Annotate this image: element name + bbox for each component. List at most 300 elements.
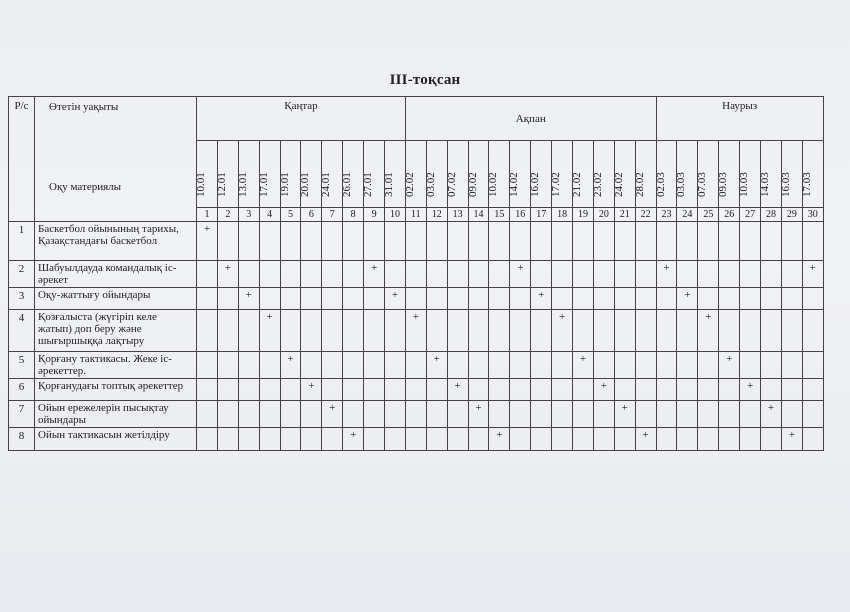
topic-cell: Қозғалыста (жүгіріп келе жатып) доп беру және шығыршыққа лақтыру bbox=[35, 310, 197, 352]
date-cell bbox=[301, 141, 322, 208]
empty-cell bbox=[510, 310, 531, 352]
empty-cell bbox=[698, 401, 719, 428]
date-label: 10.01 bbox=[194, 172, 207, 197]
empty-cell bbox=[301, 288, 322, 310]
empty-cell bbox=[447, 288, 468, 310]
page-title: III-тоқсан bbox=[389, 72, 461, 88]
topic-cell: Ойын тактикасын жетілдіру bbox=[35, 428, 197, 451]
date-cell bbox=[238, 141, 259, 208]
empty-cell bbox=[489, 401, 510, 428]
empty-cell bbox=[656, 288, 677, 310]
empty-cell bbox=[552, 261, 573, 288]
date-cell bbox=[194, 141, 218, 208]
empty-cell bbox=[217, 222, 238, 261]
empty-cell bbox=[802, 310, 823, 352]
plan-mark: + bbox=[259, 310, 280, 352]
empty-cell bbox=[280, 222, 301, 261]
date-cell bbox=[758, 141, 782, 208]
empty-cell bbox=[740, 310, 761, 352]
empty-cell bbox=[322, 379, 343, 401]
date-label: 19.01 bbox=[278, 172, 291, 197]
empty-cell bbox=[322, 428, 343, 451]
empty-cell bbox=[656, 352, 677, 379]
empty-cell bbox=[489, 288, 510, 310]
empty-cell bbox=[468, 222, 489, 261]
empty-cell bbox=[197, 261, 218, 288]
lesson-index: 24 bbox=[677, 208, 698, 222]
header-time: Өтетін уақыты bbox=[49, 101, 119, 113]
empty-cell bbox=[197, 401, 218, 428]
empty-cell bbox=[259, 288, 280, 310]
date-cell bbox=[698, 141, 719, 208]
date-label: 10.03 bbox=[738, 172, 751, 197]
empty-cell bbox=[426, 261, 447, 288]
empty-cell bbox=[405, 379, 426, 401]
plan-mark: + bbox=[740, 379, 761, 401]
date-cell bbox=[719, 141, 740, 208]
schedule-table bbox=[8, 96, 824, 451]
date-cell bbox=[405, 141, 426, 208]
empty-cell bbox=[426, 428, 447, 451]
topic-cell: Ойын ережелерін пысықтау ойындары bbox=[35, 401, 197, 428]
plan-mark: + bbox=[761, 401, 782, 428]
empty-cell bbox=[698, 428, 719, 451]
empty-cell bbox=[573, 310, 594, 352]
empty-cell bbox=[656, 379, 677, 401]
empty-cell bbox=[301, 310, 322, 352]
empty-cell bbox=[217, 379, 238, 401]
empty-cell bbox=[405, 352, 426, 379]
empty-cell bbox=[781, 379, 802, 401]
date-cell bbox=[217, 141, 238, 208]
empty-cell bbox=[238, 352, 259, 379]
empty-cell bbox=[740, 288, 761, 310]
row-number: 2 bbox=[9, 261, 35, 288]
empty-cell bbox=[385, 222, 406, 261]
header-num: Р/с bbox=[9, 97, 35, 222]
empty-cell bbox=[593, 222, 614, 261]
date-label: 26.01 bbox=[341, 172, 354, 197]
lesson-index: 25 bbox=[698, 208, 719, 222]
empty-cell bbox=[238, 222, 259, 261]
lesson-index: 10 bbox=[385, 208, 406, 222]
empty-cell bbox=[761, 379, 782, 401]
empty-cell bbox=[385, 310, 406, 352]
date-cell bbox=[322, 141, 343, 208]
empty-cell bbox=[468, 310, 489, 352]
empty-cell bbox=[552, 401, 573, 428]
row-number: 8 bbox=[9, 428, 35, 451]
empty-cell bbox=[740, 261, 761, 288]
empty-cell bbox=[802, 222, 823, 261]
plan-mark: + bbox=[238, 288, 259, 310]
empty-cell bbox=[364, 352, 385, 379]
empty-cell bbox=[280, 310, 301, 352]
empty-cell bbox=[489, 352, 510, 379]
date-label: 14.02 bbox=[508, 172, 521, 197]
topic-cell: Қорғану тактикасы. Жеке іс-әрекеттер. bbox=[35, 352, 197, 379]
empty-cell bbox=[677, 261, 698, 288]
empty-cell bbox=[301, 222, 322, 261]
lesson-index: 23 bbox=[656, 208, 677, 222]
empty-cell bbox=[531, 310, 552, 352]
plan-mark: + bbox=[552, 310, 573, 352]
empty-cell bbox=[468, 352, 489, 379]
date-label: 02.03 bbox=[654, 172, 667, 197]
date-label: 28.02 bbox=[633, 172, 646, 197]
date-cell bbox=[447, 141, 468, 208]
date-cell bbox=[364, 141, 385, 208]
date-label: 17.01 bbox=[257, 172, 270, 197]
empty-cell bbox=[510, 222, 531, 261]
date-label: 10.02 bbox=[487, 172, 500, 197]
empty-cell bbox=[468, 379, 489, 401]
empty-cell bbox=[656, 310, 677, 352]
date-cell bbox=[280, 141, 301, 208]
empty-cell bbox=[197, 288, 218, 310]
plan-mark: + bbox=[614, 401, 635, 428]
plan-mark: + bbox=[510, 261, 531, 288]
empty-cell bbox=[426, 310, 447, 352]
month-header: Наурыз bbox=[656, 97, 823, 141]
lesson-index: 12 bbox=[426, 208, 447, 222]
empty-cell bbox=[573, 428, 594, 451]
empty-cell bbox=[635, 379, 656, 401]
empty-cell bbox=[405, 288, 426, 310]
lesson-index: 6 bbox=[301, 208, 322, 222]
lesson-index: 1 bbox=[197, 208, 218, 222]
empty-cell bbox=[656, 401, 677, 428]
row-number: 7 bbox=[9, 401, 35, 428]
empty-cell bbox=[238, 428, 259, 451]
date-cell bbox=[656, 141, 677, 208]
empty-cell bbox=[426, 222, 447, 261]
lesson-index: 26 bbox=[719, 208, 740, 222]
date-cell bbox=[570, 141, 594, 208]
empty-cell bbox=[238, 379, 259, 401]
empty-cell bbox=[489, 379, 510, 401]
date-cell bbox=[635, 141, 656, 208]
date-label: 16.02 bbox=[529, 172, 542, 197]
empty-cell bbox=[322, 288, 343, 310]
empty-cell bbox=[259, 428, 280, 451]
empty-cell bbox=[217, 288, 238, 310]
empty-cell bbox=[510, 288, 531, 310]
date-label: 31.01 bbox=[382, 172, 395, 197]
empty-cell bbox=[614, 352, 635, 379]
date-cell bbox=[259, 141, 280, 208]
lesson-index: 4 bbox=[259, 208, 280, 222]
empty-cell bbox=[197, 352, 218, 379]
lesson-index: 21 bbox=[614, 208, 635, 222]
empty-cell bbox=[635, 261, 656, 288]
date-cell bbox=[531, 141, 552, 208]
plan-mark: + bbox=[301, 379, 322, 401]
empty-cell bbox=[531, 222, 552, 261]
plan-mark: + bbox=[719, 352, 740, 379]
plan-mark: + bbox=[531, 288, 552, 310]
empty-cell bbox=[781, 401, 802, 428]
empty-cell bbox=[698, 379, 719, 401]
empty-cell bbox=[510, 401, 531, 428]
empty-cell bbox=[656, 428, 677, 451]
lesson-index: 8 bbox=[343, 208, 364, 222]
empty-cell bbox=[531, 352, 552, 379]
header-material: Оқу материялы bbox=[49, 181, 122, 193]
lesson-index: 30 bbox=[802, 208, 823, 222]
empty-cell bbox=[698, 222, 719, 261]
empty-cell bbox=[614, 288, 635, 310]
empty-cell bbox=[447, 310, 468, 352]
empty-cell bbox=[614, 310, 635, 352]
table-row bbox=[9, 261, 824, 288]
empty-cell bbox=[405, 222, 426, 261]
date-label: 09.02 bbox=[466, 172, 479, 197]
empty-cell bbox=[677, 428, 698, 451]
lesson-index: 14 bbox=[468, 208, 489, 222]
lesson-index: 22 bbox=[635, 208, 656, 222]
empty-cell bbox=[802, 379, 823, 401]
date-cell bbox=[510, 141, 531, 208]
empty-cell bbox=[197, 428, 218, 451]
topic-cell: Шабуылдауда командалық іс-әрекет bbox=[35, 261, 197, 288]
table-row bbox=[9, 310, 824, 352]
date-cell bbox=[802, 141, 823, 208]
empty-cell bbox=[385, 261, 406, 288]
empty-cell bbox=[719, 222, 740, 261]
empty-cell bbox=[280, 379, 301, 401]
empty-cell bbox=[593, 261, 614, 288]
empty-cell bbox=[259, 222, 280, 261]
date-label: 23.02 bbox=[591, 172, 604, 197]
empty-cell bbox=[217, 428, 238, 451]
empty-cell bbox=[259, 379, 280, 401]
lesson-index: 9 bbox=[364, 208, 385, 222]
empty-cell bbox=[447, 222, 468, 261]
empty-cell bbox=[364, 401, 385, 428]
plan-mark: + bbox=[802, 261, 823, 288]
empty-cell bbox=[322, 222, 343, 261]
empty-cell bbox=[426, 288, 447, 310]
empty-cell bbox=[698, 261, 719, 288]
empty-cell bbox=[552, 379, 573, 401]
empty-cell bbox=[552, 352, 573, 379]
empty-cell bbox=[531, 261, 552, 288]
date-cell bbox=[343, 141, 364, 208]
lesson-index: 29 bbox=[781, 208, 802, 222]
date-cell bbox=[426, 141, 447, 208]
lesson-index: 13 bbox=[447, 208, 468, 222]
empty-cell bbox=[573, 222, 594, 261]
empty-cell bbox=[343, 401, 364, 428]
lesson-index: 11 bbox=[405, 208, 426, 222]
month-header: Қаңтар bbox=[197, 97, 406, 141]
empty-cell bbox=[301, 352, 322, 379]
plan-mark: + bbox=[698, 310, 719, 352]
date-label: 24.01 bbox=[320, 172, 333, 197]
empty-cell bbox=[677, 352, 698, 379]
table-row bbox=[9, 288, 824, 310]
empty-cell bbox=[677, 401, 698, 428]
header-time-material bbox=[35, 97, 197, 222]
plan-mark: + bbox=[593, 379, 614, 401]
date-label: 02.02 bbox=[403, 172, 416, 197]
lesson-index: 18 bbox=[552, 208, 573, 222]
empty-cell bbox=[552, 222, 573, 261]
empty-cell bbox=[280, 401, 301, 428]
empty-cell bbox=[510, 352, 531, 379]
empty-cell bbox=[343, 261, 364, 288]
plan-mark: + bbox=[217, 261, 238, 288]
empty-cell bbox=[573, 261, 594, 288]
plan-mark: + bbox=[280, 352, 301, 379]
plan-mark: + bbox=[781, 428, 802, 451]
date-label: 16.03 bbox=[779, 172, 792, 197]
row-number: 6 bbox=[9, 379, 35, 401]
empty-cell bbox=[468, 288, 489, 310]
empty-cell bbox=[364, 288, 385, 310]
empty-cell bbox=[614, 428, 635, 451]
plan-mark: + bbox=[489, 428, 510, 451]
plan-mark: + bbox=[656, 261, 677, 288]
empty-cell bbox=[802, 352, 823, 379]
empty-cell bbox=[740, 352, 761, 379]
row-number: 5 bbox=[9, 352, 35, 379]
empty-cell bbox=[385, 352, 406, 379]
empty-cell bbox=[343, 310, 364, 352]
topic-cell: Оқу-жаттығу ойындары bbox=[35, 288, 197, 310]
empty-cell bbox=[698, 352, 719, 379]
empty-cell bbox=[447, 261, 468, 288]
plan-mark: + bbox=[322, 401, 343, 428]
date-cell bbox=[593, 141, 614, 208]
header-row-months bbox=[9, 97, 824, 141]
empty-cell bbox=[573, 401, 594, 428]
empty-cell bbox=[531, 428, 552, 451]
empty-cell bbox=[280, 428, 301, 451]
empty-cell bbox=[426, 401, 447, 428]
empty-cell bbox=[573, 379, 594, 401]
empty-cell bbox=[197, 310, 218, 352]
empty-cell bbox=[677, 379, 698, 401]
plan-mark: + bbox=[573, 352, 594, 379]
date-label: 24.02 bbox=[612, 172, 625, 197]
plan-mark: + bbox=[468, 401, 489, 428]
empty-cell bbox=[531, 379, 552, 401]
empty-cell bbox=[719, 310, 740, 352]
date-label: 03.02 bbox=[424, 172, 437, 197]
plan-mark: + bbox=[405, 310, 426, 352]
lesson-index: 15 bbox=[489, 208, 510, 222]
empty-cell bbox=[761, 222, 782, 261]
empty-cell bbox=[635, 288, 656, 310]
empty-cell bbox=[802, 428, 823, 451]
empty-cell bbox=[364, 428, 385, 451]
row-number: 4 bbox=[9, 310, 35, 352]
lesson-index: 19 bbox=[573, 208, 594, 222]
lesson-index: 28 bbox=[761, 208, 782, 222]
date-label: 17.03 bbox=[800, 172, 813, 197]
empty-cell bbox=[238, 310, 259, 352]
empty-cell bbox=[761, 428, 782, 451]
empty-cell bbox=[593, 352, 614, 379]
empty-cell bbox=[280, 261, 301, 288]
plan-mark: + bbox=[364, 261, 385, 288]
topic-cell: Баскетбол ойынының тарихы, Қазақстандағы баскетбол bbox=[35, 222, 197, 261]
empty-cell bbox=[698, 288, 719, 310]
empty-cell bbox=[343, 352, 364, 379]
date-label: 09.03 bbox=[717, 172, 730, 197]
lesson-index: 20 bbox=[593, 208, 614, 222]
date-cell bbox=[677, 141, 698, 208]
empty-cell bbox=[781, 222, 802, 261]
empty-cell bbox=[259, 401, 280, 428]
empty-cell bbox=[781, 310, 802, 352]
lesson-index: 7 bbox=[322, 208, 343, 222]
empty-cell bbox=[510, 428, 531, 451]
date-label: 17.02 bbox=[550, 172, 563, 197]
table-row bbox=[9, 222, 824, 261]
topic-cell: Қорғанудағы топтық әрекеттер bbox=[35, 379, 197, 401]
lesson-index: 5 bbox=[280, 208, 301, 222]
empty-cell bbox=[802, 401, 823, 428]
empty-cell bbox=[322, 352, 343, 379]
date-label: 14.03 bbox=[758, 172, 771, 197]
empty-cell bbox=[677, 310, 698, 352]
empty-cell bbox=[761, 261, 782, 288]
plan-mark: + bbox=[677, 288, 698, 310]
empty-cell bbox=[343, 222, 364, 261]
empty-cell bbox=[761, 288, 782, 310]
empty-cell bbox=[468, 428, 489, 451]
date-cell bbox=[468, 141, 489, 208]
empty-cell bbox=[593, 288, 614, 310]
empty-cell bbox=[656, 222, 677, 261]
empty-cell bbox=[781, 288, 802, 310]
empty-cell bbox=[740, 401, 761, 428]
empty-cell bbox=[217, 310, 238, 352]
empty-cell bbox=[238, 261, 259, 288]
empty-cell bbox=[740, 222, 761, 261]
empty-cell bbox=[426, 379, 447, 401]
empty-cell bbox=[280, 288, 301, 310]
date-cell bbox=[614, 141, 635, 208]
date-label: 20.01 bbox=[299, 172, 312, 197]
table-row bbox=[9, 428, 824, 451]
empty-cell bbox=[405, 428, 426, 451]
empty-cell bbox=[301, 401, 322, 428]
empty-cell bbox=[259, 261, 280, 288]
empty-cell bbox=[489, 222, 510, 261]
empty-cell bbox=[614, 261, 635, 288]
empty-cell bbox=[719, 261, 740, 288]
empty-cell bbox=[635, 310, 656, 352]
empty-cell bbox=[447, 352, 468, 379]
empty-cell bbox=[217, 401, 238, 428]
date-label: 21.02 bbox=[570, 172, 583, 197]
empty-cell bbox=[447, 428, 468, 451]
date-label: 03.03 bbox=[675, 172, 688, 197]
table-row bbox=[9, 352, 824, 379]
empty-cell bbox=[552, 288, 573, 310]
date-label: 07.02 bbox=[445, 172, 458, 197]
date-label: 12.01 bbox=[215, 172, 228, 197]
lesson-index: 17 bbox=[531, 208, 552, 222]
empty-cell bbox=[635, 222, 656, 261]
empty-cell bbox=[740, 428, 761, 451]
lesson-index: 2 bbox=[217, 208, 238, 222]
row-number: 1 bbox=[9, 222, 35, 261]
